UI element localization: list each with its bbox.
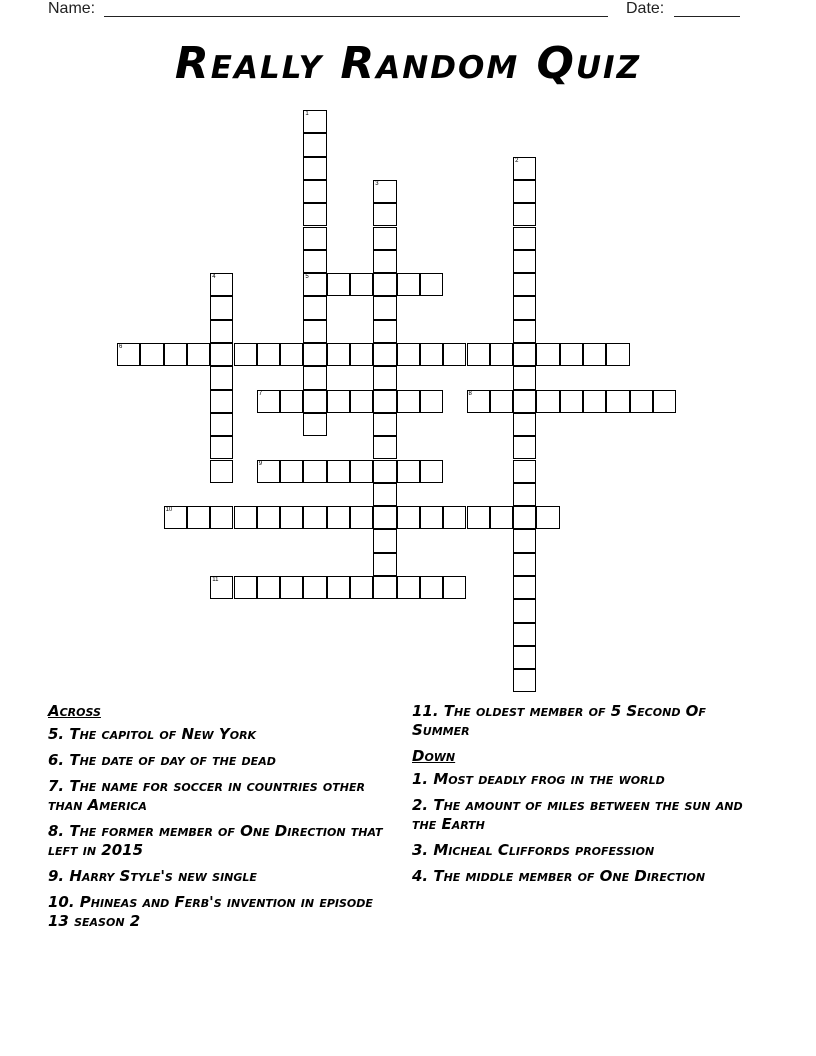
crossword-cell[interactable] (350, 576, 373, 599)
across-clue-9: 9. Harry Style's new single (48, 867, 257, 885)
crossword-cell[interactable] (420, 576, 443, 599)
crossword-cell[interactable] (420, 506, 443, 529)
crossword-cell[interactable] (303, 366, 326, 389)
crossword-cell[interactable] (513, 250, 536, 273)
crossword-cell[interactable] (373, 227, 396, 250)
crossword-cell[interactable] (373, 576, 396, 599)
crossword-cell[interactable] (490, 343, 513, 366)
crossword-cell[interactable] (373, 436, 396, 459)
crossword-cell[interactable] (210, 390, 233, 413)
crossword-cell[interactable] (373, 180, 396, 203)
crossword-cell[interactable] (303, 296, 326, 319)
crossword-cell[interactable] (490, 390, 513, 413)
crossword-cell[interactable] (513, 157, 536, 180)
crossword-cell[interactable] (420, 343, 443, 366)
crossword-cell[interactable] (327, 506, 350, 529)
crossword-cell[interactable] (513, 553, 536, 576)
crossword-cell[interactable] (373, 506, 396, 529)
crossword-cell[interactable] (467, 343, 490, 366)
crossword-cell[interactable] (513, 669, 536, 692)
crossword-cell[interactable] (303, 460, 326, 483)
crossword-cell[interactable] (443, 343, 466, 366)
crossword-cell[interactable] (513, 180, 536, 203)
crossword-cell[interactable] (280, 506, 303, 529)
crossword-cell[interactable] (303, 506, 326, 529)
crossword-cell[interactable] (373, 460, 396, 483)
crossword-cell[interactable] (583, 343, 606, 366)
crossword-cell[interactable] (536, 343, 559, 366)
crossword-cell[interactable] (210, 343, 233, 366)
crossword-cell[interactable] (327, 273, 350, 296)
crossword-cell[interactable] (280, 390, 303, 413)
down-clue-4: 4. The middle member of One Direction (412, 867, 706, 885)
crossword-cell[interactable] (513, 413, 536, 436)
crossword-cell[interactable] (606, 390, 629, 413)
crossword-cell[interactable] (303, 203, 326, 226)
crossword-cell[interactable] (373, 366, 396, 389)
crossword-cell[interactable] (513, 366, 536, 389)
crossword-cell[interactable] (373, 296, 396, 319)
crossword-cell[interactable] (164, 506, 187, 529)
crossword-cell[interactable] (210, 460, 233, 483)
down-clue-1: 1. Most deadly frog in the world (412, 770, 665, 788)
crossword-cell[interactable] (513, 227, 536, 250)
crossword-cell[interactable] (327, 460, 350, 483)
crossword-cell[interactable] (513, 623, 536, 646)
crossword-cell[interactable] (210, 296, 233, 319)
crossword-cell[interactable] (397, 390, 420, 413)
crossword-cell[interactable] (327, 390, 350, 413)
crossword-cell[interactable] (373, 273, 396, 296)
crossword-cell[interactable] (327, 576, 350, 599)
crossword-cell[interactable] (350, 390, 373, 413)
clues-right-column (412, 702, 758, 893)
crossword-cell[interactable] (513, 343, 536, 366)
crossword-cell[interactable] (373, 553, 396, 576)
crossword-cell[interactable] (210, 273, 233, 296)
crossword-cell[interactable] (280, 576, 303, 599)
crossword-cell[interactable] (210, 320, 233, 343)
clue-number: 7 (258, 390, 263, 397)
crossword-cell[interactable] (420, 460, 443, 483)
crossword-cell[interactable] (513, 483, 536, 506)
crossword-cell[interactable] (513, 296, 536, 319)
crossword-cell[interactable] (513, 203, 536, 226)
crossword-cell[interactable] (373, 250, 396, 273)
crossword-cell[interactable] (280, 460, 303, 483)
crossword-cell[interactable] (257, 506, 280, 529)
crossword-cell[interactable] (303, 250, 326, 273)
clue-number: 3 (375, 180, 379, 187)
crossword-cell[interactable] (560, 343, 583, 366)
across-clue-8: 8. The former member of One Direction that left in 2015 (48, 822, 383, 859)
crossword-cell[interactable] (397, 460, 420, 483)
crossword-cell[interactable] (303, 273, 326, 296)
crossword-cell[interactable] (210, 576, 233, 599)
crossword-cell[interactable] (513, 646, 536, 669)
clue-number: 6 (119, 344, 123, 350)
across-clue-11: 11. The oldest member of 5 Second Of Summer (412, 702, 706, 739)
crossword-cell[interactable] (187, 343, 210, 366)
crossword-cell[interactable] (303, 110, 326, 133)
across-clue-6: 6. The date of day of the dead (48, 751, 276, 769)
crossword-cell[interactable] (257, 390, 280, 413)
crossword-cell[interactable] (350, 506, 373, 529)
crossword-cell[interactable] (397, 506, 420, 529)
crossword-cell[interactable] (373, 390, 396, 413)
crossword-cell[interactable] (373, 483, 396, 506)
crossword-cell[interactable] (373, 320, 396, 343)
crossword-cell[interactable] (303, 320, 326, 343)
crossword-cell[interactable] (443, 506, 466, 529)
crossword-cell[interactable] (187, 506, 210, 529)
crossword-cell[interactable] (280, 343, 303, 366)
clue-number: 1 (305, 111, 309, 117)
across-heading: Across (48, 702, 101, 720)
crossword-cell[interactable] (536, 390, 559, 413)
date-label: Date: (626, 0, 665, 17)
down-heading: Down (412, 747, 456, 765)
crossword-cell[interactable] (350, 273, 373, 296)
crossword-cell[interactable] (513, 320, 536, 343)
crossword-cell[interactable] (513, 436, 536, 459)
across-clue-5: 5. The capitol of New York (48, 725, 257, 743)
crossword-cell[interactable] (630, 390, 653, 413)
crossword-cell[interactable] (467, 390, 490, 413)
crossword-cell[interactable] (303, 413, 326, 436)
crossword-cell[interactable] (373, 343, 396, 366)
crossword-cell[interactable] (397, 343, 420, 366)
crossword-cell[interactable] (513, 390, 536, 413)
crossword-cell[interactable] (420, 273, 443, 296)
crossword-cell[interactable] (467, 506, 490, 529)
crossword-cell[interactable] (373, 529, 396, 552)
crossword-cell[interactable] (164, 343, 187, 366)
crossword-cell[interactable] (513, 460, 536, 483)
crossword-cell[interactable] (513, 576, 536, 599)
crossword-cell[interactable] (350, 460, 373, 483)
across-clue-10: 10. Phineas and Ferb's invention in episode 13 season 2 (48, 893, 373, 930)
crossword-cell[interactable] (257, 343, 280, 366)
across-clue-7: 7. The name for soccer in countries other than America (48, 777, 365, 814)
down-clue-2: 2. The amount of miles between the sun and the Earth (412, 796, 743, 833)
page-title: Really Random Quiz (174, 38, 642, 89)
clue-number: 8 (468, 390, 472, 397)
down-clue-3: 3. Micheal Cliffords profession (412, 841, 655, 859)
crossword-cell[interactable] (117, 343, 140, 366)
clue-number: 5 (305, 274, 309, 281)
crossword-cell[interactable] (257, 576, 280, 599)
crossword-cell[interactable] (373, 413, 396, 436)
crossword-cell[interactable] (210, 366, 233, 389)
crossword-cell[interactable] (653, 390, 676, 413)
crossword-cell[interactable] (234, 576, 257, 599)
crossword-cell[interactable] (560, 390, 583, 413)
clue-number: 10 (165, 507, 173, 514)
crossword-cell[interactable] (257, 460, 280, 483)
name-label: Name: (48, 0, 96, 17)
crossword-cell[interactable] (210, 413, 233, 436)
crossword-cell[interactable] (303, 390, 326, 413)
crossword-cell[interactable] (234, 506, 257, 529)
crossword-cell[interactable] (513, 529, 536, 552)
crossword-cell[interactable] (303, 180, 326, 203)
crossword-cell[interactable] (327, 343, 350, 366)
crossword-cell[interactable] (536, 506, 559, 529)
crossword-cell[interactable] (443, 576, 466, 599)
crossword-cell[interactable] (606, 343, 629, 366)
crossword-cell[interactable] (513, 506, 536, 529)
crossword-cell[interactable] (303, 343, 326, 366)
clues-left-column (48, 702, 388, 938)
clue-number: 11 (212, 577, 219, 583)
crossword-cell[interactable] (397, 576, 420, 599)
crossword-cell[interactable] (303, 133, 326, 156)
clue-number: 9 (258, 460, 263, 467)
crossword-cell[interactable] (303, 227, 326, 250)
crossword-cell[interactable] (303, 576, 326, 599)
crossword-cell[interactable] (513, 599, 536, 622)
crossword-cell[interactable] (420, 390, 443, 413)
crossword-cell[interactable] (210, 436, 233, 459)
crossword-cell[interactable] (303, 157, 326, 180)
crossword-cell[interactable] (513, 273, 536, 296)
crossword-cell[interactable] (373, 203, 396, 226)
crossword-cell[interactable] (140, 343, 163, 366)
crossword-cell[interactable] (397, 273, 420, 296)
crossword-cell[interactable] (490, 506, 513, 529)
crossword-cell[interactable] (583, 390, 606, 413)
clue-number: 4 (212, 274, 216, 281)
crossword-cell[interactable] (350, 343, 373, 366)
clue-number: 2 (515, 157, 519, 164)
crossword-cell[interactable] (210, 506, 233, 529)
crossword-cell[interactable] (234, 343, 257, 366)
